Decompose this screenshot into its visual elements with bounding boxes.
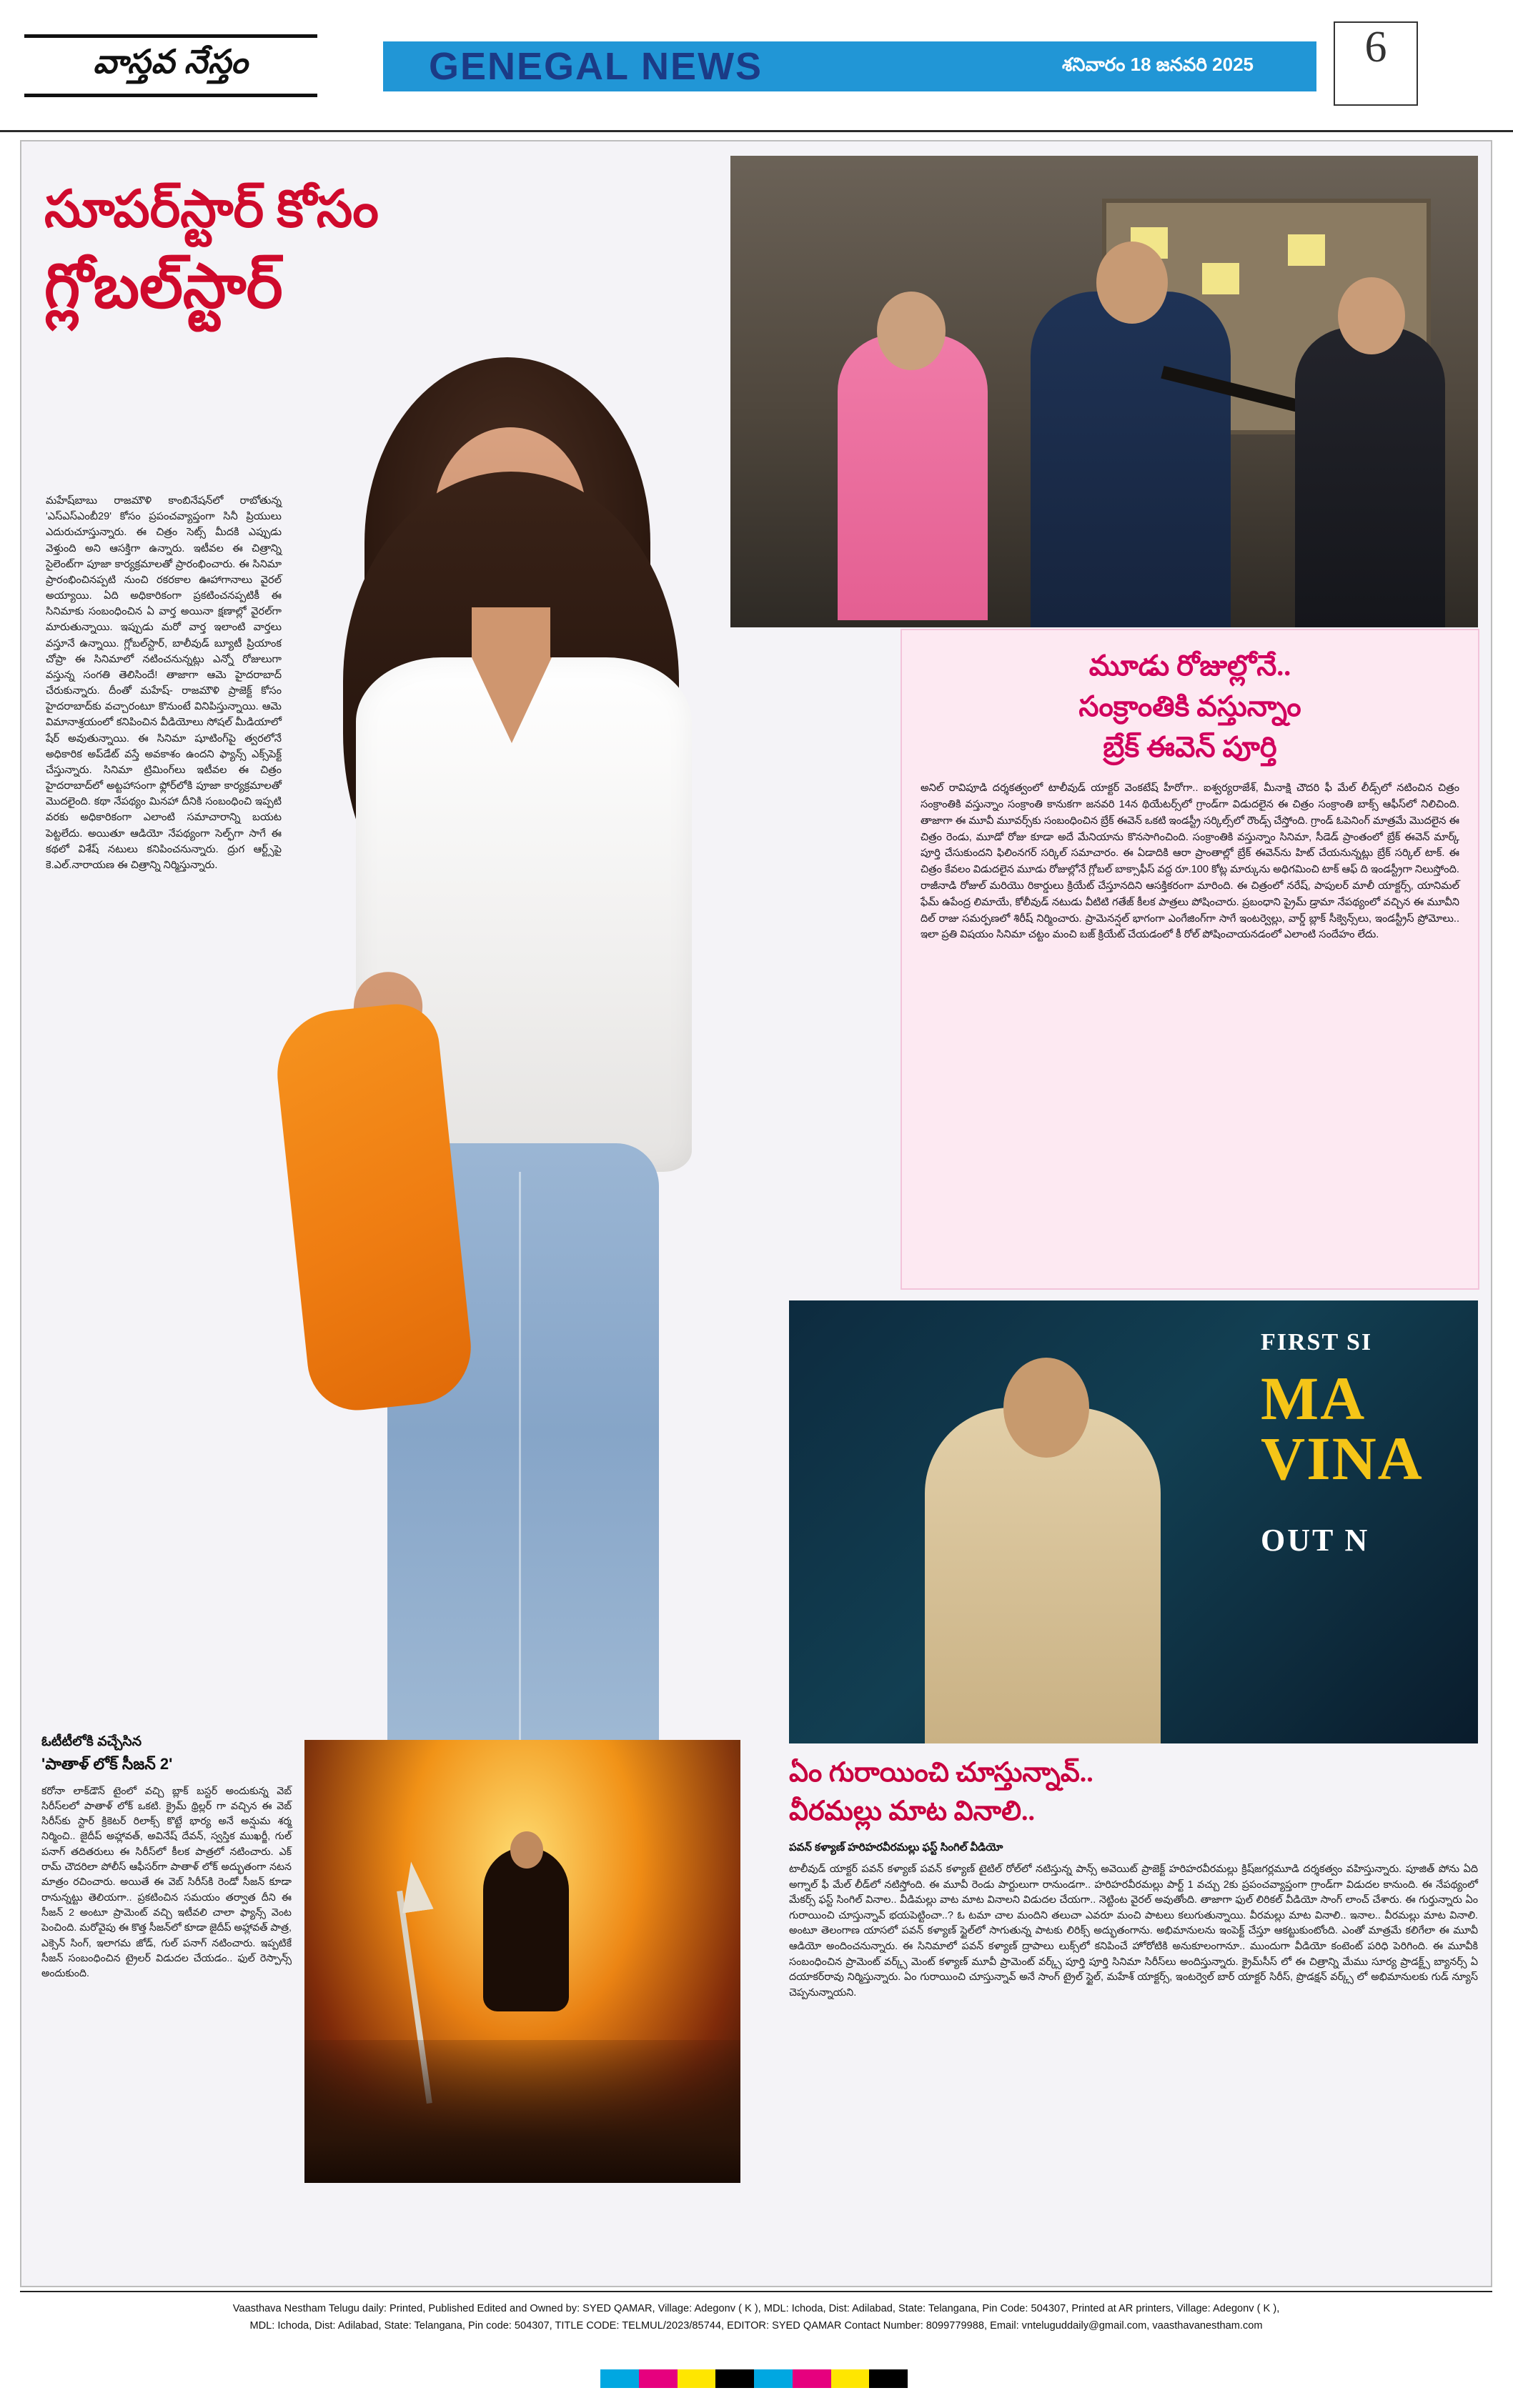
bottom-right-article bbox=[789, 1754, 1478, 2001]
bottom-right-body: టాలీవుడ్ యాక్టర్ పవన్ కళ్యాణ్ పవన్ కళ్యాణ్ టైటిల్ రోల్‌లో నటిస్తున్న పాన్స్ అవెయిట్ ప్రాజెక్ట్ హరిహరవీరమల్లు క్రిష్‌జగర్లమూడి దర్శకత్వం వహిస్తున్నారు. పూజిత్ పోను ఏది అగ్నాల్ ఫీ మేల్ లీడ్‌లో నటిస్తోంది. ఈ మూవీ రెండు పార్టులుగా రానుండగా.. హరిహరవీరమల్లు పార్ట్ 1 వచ్చు 2కు ప్రపంచవ్యాప్తంగా గ్రాండ్‌గా విడుదల కానుంది. ఈ నేపథ్యంలో మేకర్స్ ఫస్ట్ సింగిల్ వినాల.. వీడిమల్లు వాట మాట వినాలని విడుదల చేయగా.. నెట్టింట వైరల్ అవుతోంది. తాజాగా ఫుల్ లిరికల్ వీడియో సాంగ్ లాంచ్ చేశారు. ఈ గుర్తున్నారు ఏం గురాయించి చూస్తున్నావ్ భయపెట్టించా..? ఓ టమా చాల మందిని తలుచా ఎవరూ మంచి పాటలు కలుగుతున్నాయి. వీరమల్లు మాట వినాలి.. ఇనాల.. వీరమల్లు మాట వినాలి. అంటూ తెలంగాణ యాసలో పవన్ కళ్యాణ్ స్టైల్‌లో సాగుతున్న పాటకు లిరిక్స్ అద్భుతంగాను. అభిమానులను ఇంపెక్ట్ చేస్తూ ఆకట్టుకుంటోంది. ఎంతో మాత్రమే కలిగేలా ఈ మూవీ ఆడియో అందించనున్నారు. ఈ సినిమాలో పవన్ కళ్యాణ్ ద్రాపాలు లుక్స్‌లో కనిపించే హోరోటికి అనుకూలంగానూ.. ముందుగా వీడియో కంటెంట్ పరిధి పెరిగింది. ఈ మూవీకి సంబంధించిన ప్రామెంట్ వర్క్స్ మెంట్ కళ్యాణ్ మూవీ ప్రామెంట్ వర్క్స్ పూర్తి పూర్తి సినిమా సిరీస్‌లు అందిస్తున్నారు. క్రైమ్‌సీస్ లో ఈ చిత్రాన్ని మేము సూర్య ప్రాడక్ట్స్ బ్యానర్స్ ఏ దయాకర్‌రావు నిర్మిస్తున్నారు. ఏం గురాయించి చూస్తున్నావ్ అనే సాంగ్ ట్రైల్ స్టైల్, మహేశ్ యాక్టర్స్, ఇంటర్వెల్ బార్ యాక్టర్ సిరీస్, ప్రొడక్షన్ వర్క్స్ లో అభిమానులకు గుడ్ న్యూస్ చెప్పనున్నాయని. bbox=[789, 1863, 1478, 1999]
bottom-right-headline-line1: ఏం గురాయించి చూస్తున్నావ్.. bbox=[789, 1758, 1093, 1788]
ott-article-body: కరోనా లాక్‌డౌన్ టైంలో వచ్చి బ్లాక్ బస్టర్ అందుకున్న వెబ్ సిరీస్‌లలో పాతాళ్ లోక్ ఒకటి. క్రైమ్ థ్రిల్లర్ గా వచ్చిన ఈ వెబ్ సిరీస్‌కు స్టార్ క్రికెటర్ రిలాక్స్ కొట్టే భార్య అనే అన్షుమ శర్మ నిర్మించి.. జైదీప్ అహ్లావత్, అవినేష్ దేవన్, స్వస్తిక ముఖర్జీ, గుల్ పనాగ్ తదితరులు ఈ సిరీస్‌లో కీలక పాత్రలో నటించారు. ఎక్ రామ్ చౌదరిలా పోలీస్ ఆఫీసర్‌గా పాతాళ్ లోక్ అద్భుతంగా నటన మాత్రం రచించారు. అయితే ఈ వెబ్ సిరీస్‌కి రెండో సీజన్ కూడా రానున్నట్టు తెలియగా.. ప్రకటించిన సమయం తర్వాత దీని ఈ సీజన్ 2 అంటూ ప్రామెంట్ వచ్చి ఇటీవలి చాలా ఫ్యాన్స్ వెంట పెంచింది. మరోవైపు ఈ కొత్త సీజన్‌లో కూడా జైదీప్ అహ్లావత్ పాత్ర, ఎక్సెన్ సింగ్, ఇలాగమ జోడ్, గుల్ పనాగ్ నటించారు. ఇప్పటికే సీజన్ సంబంధించిన ట్రైలర్ విడుదల చేయడం.. ఫుల్ రెస్పాన్స్ అందుకుంది. bbox=[41, 1785, 292, 1980]
poster-ground bbox=[304, 2040, 740, 2183]
color-swatch-magenta bbox=[639, 2369, 678, 2388]
issue-date: శనివారం 18 జనవరి 2025 bbox=[1062, 53, 1254, 75]
celebrity-photo bbox=[236, 343, 786, 1865]
poster-hero-head bbox=[510, 1831, 543, 1869]
color-swatch-yellow-2 bbox=[831, 2369, 870, 2388]
poster-hero-body bbox=[483, 1847, 569, 2011]
pink-story-body: అనిల్ రావిపూడి దర్శకత్వంలో టాలీవుడ్ యాక్టర్ వెంకటేష్ హీరోగా.. ఐశ్వర్యరాజేశ్, మీనాక్షి చౌదరి ఫీ మేల్ లీడ్స్‌లో నటించిన చిత్రం సంక్రాంతికి వస్తున్నాం సంక్రాంతి కానుకగా జనవరి 14న థియేటర్స్‌లో గ్రాండ్‌గా విడుదలైన ఈ చిత్రం సంక్రాంతి బాక్స్ ఆఫీస్‌లో నిలిచింది. తాజాగా ఈ మూవీ మూవర్స్‌కు సంబంధించిన బ్రేక్ ఈవెన్ ఒకటి ఇండస్ట్రీ సర్కిల్స్‌లో రౌండ్స్ చేస్తోంది. గ్రాండ్ ఓపెనింగ్ మాత్రమే మొదలైన ఈ చిత్రం రెండు, మూడో రోజు కూడా అదే మేనియాను కొనసాగించింది. సంక్రాంతికి వస్తున్నాం సినిమా, సీడెడ్ ప్రాంతంలో బ్రేక్ ఈవెన్ మార్క్ పూర్తి చేసుకుందని ఫిలింనగర్ సర్కిల్ సమాచారం. ఈ ఏడాదికి ఆరా ప్రాంతాల్లో బ్రేక్ ఈవెన్‌ను హిట్ చేయనున్నట్లు బ్రేక్ సర్కిల్ టాక్. ఈ చిత్రం కేవలం విడుదలైన మూడు రోజుల్లోనే గ్లోబల్ బాక్సాఫీస్ వద్ద రూ.100 కోట్ల మార్కును అధిగమించి టాక్ ఆఫ్ ది ఇండస్ట్రీగా నిలుస్తోంది. రాజీనాడి రోజుల్ మరియొ రికార్డులు క్రియేట్ చేస్తూనదిని ఆసక్తికరంగా మారింది. ఈ చిత్రంలో నరేష్, పాపులర్ మాలీ యాక్టర్స్, యానిమల్ ఫేమ్ ఉపేంద్ర లిమాయే, కోలీవుడ్ నటుడు వీటిటి గతేజ్ కీలక పాత్రలు పోషించారు. ప్రబంధాని ప్రైమ్ డ్రామా నేపథ్యంలో వచ్చిన ఈ మూవీని దిల్ రాజు సమర్పణలో శిరీష్ నిర్మించారు. ప్రామెనన్షల్ భాగంగా ఎంగేజింగ్‌గా సాగే ఇంటర్వెల్లు, వార్డ్ బ్లాక్ సీక్వెన్స్‌లు, ఇండస్ట్రీస్ ప్రోమోలు.. ఇలా ప్రతి విషయం సినిమా చట్టం మంచి బజ్ క్రియేట్ చేయడంలో కీ రోల్ పోషించాయనడంలో ఎలాంటి సందేహం లేదు. bbox=[921, 782, 1459, 941]
lead-headline-line1: సూపర్‌స్టార్ కోసం bbox=[44, 181, 379, 238]
publication-name: వాస్తవ నేస్తం bbox=[93, 43, 249, 80]
actor-body-shape bbox=[925, 1408, 1161, 1743]
movie-still-top-right bbox=[730, 156, 1478, 627]
ott-article-title: 'పాతాళ్ లోక్ సీజన్ 2' bbox=[41, 1754, 173, 1773]
pink-headline-line1: మూడు రోజుల్లోనే.. bbox=[1088, 650, 1291, 682]
movie-poster-bottom-left bbox=[304, 1740, 740, 2183]
lead-headline bbox=[44, 177, 587, 326]
footer-imprint bbox=[20, 2295, 1492, 2357]
movie-still-mid-right bbox=[789, 1300, 1478, 1743]
pink-highlight-story bbox=[901, 629, 1479, 1290]
ott-article bbox=[41, 1733, 292, 1981]
actress-black-jacket bbox=[1295, 327, 1445, 627]
jeans-seam bbox=[519, 1172, 521, 1815]
pink-headline-line2: సంక్రాంతికి వస్తున్నాం bbox=[1078, 690, 1301, 722]
color-swatch-cyan-2 bbox=[754, 2369, 793, 2388]
pink-headline-line3: బ్రేక్ ఈవెన్ పూర్తి bbox=[1103, 730, 1277, 763]
still-sticky-note bbox=[1288, 234, 1325, 266]
hero-navy-shirt bbox=[1031, 292, 1231, 627]
footer-line-2: MDL: Ichoda, Dist: Adilabad, State: Telangana, Pin code: 504307, TITLE CODE: TELMUL/2023/85744, EDITOR: SYED QAMAR Contact Number: 8099779988, Email: vnteluguddaily@gmail.com, vaasthavanestham.com bbox=[249, 2319, 1263, 2332]
hero-head bbox=[1096, 242, 1168, 324]
publication-logo bbox=[24, 34, 317, 97]
actor-head-shape bbox=[1003, 1358, 1089, 1458]
color-swatch-cyan bbox=[600, 2369, 639, 2388]
page-number-box bbox=[1334, 21, 1418, 106]
pink-story-headline bbox=[921, 646, 1459, 767]
actress-pink-head bbox=[877, 292, 946, 370]
poster-title-line1: FIRST SI bbox=[1261, 1329, 1373, 1355]
color-swatch-magenta-2 bbox=[793, 2369, 831, 2388]
registration-color-bar bbox=[600, 2369, 908, 2388]
ott-article-kicker: ఓటీటీలోకి వచ్చేసిన bbox=[41, 1734, 142, 1749]
still-sticky-note bbox=[1202, 263, 1239, 294]
actress-black-head bbox=[1338, 277, 1405, 354]
poster-title-line3: OUT N bbox=[1261, 1523, 1370, 1558]
bottom-right-subhead: పవన్ కళ్యాణ్ హరిహరవీరమల్లు ఫస్ట్ సింగిల్ వీడియో bbox=[789, 1841, 1003, 1854]
color-swatch-yellow bbox=[678, 2369, 716, 2388]
color-swatch-black bbox=[715, 2369, 754, 2388]
bottom-right-headline bbox=[789, 1754, 1478, 1831]
page-number: 6 bbox=[1364, 23, 1387, 71]
color-swatch-black-2 bbox=[869, 2369, 908, 2388]
footer-line-1: Vaasthava Nestham Telugu daily: Printed, Published Edited and Owned by: SYED QAMAR, Village: Adegonv ( K ), MDL: Ichoda, Dist: Adilabad, State: Telangana, Pin Code: 504307, Printed at AR printers, Village: Adegonv ( K ), bbox=[232, 2303, 1280, 2314]
actress-pink-dress bbox=[838, 334, 988, 620]
footer-divider bbox=[20, 2291, 1492, 2292]
lead-story-body: మహేష్‌బాబు రాజమౌళి కాంబినేషన్‌లో రాబోతున్న 'ఎస్‌ఎస్‌ఎంబీ29' కోసం ప్రపంచవ్యాప్తంగా సినీ ప్రియులు ఎదురుచూస్తున్నారు. ఈ చిత్రం సెట్స్‌ మీదకి ఎప్పుడు వెళ్తుంది అని ఆసక్తిగా ఉన్నారు. ఇటీవల ఈ చిత్రాన్ని సైలెంట్‌గా పూజా కార్యక్రమాలతో ప్రారంభించారు. ఈ సినిమా ప్రారంభించినప్పటి నుంచి రకరకాల ఊహాగానాలు వైరల్ అయ్యాయి. ఏది అధికారికంగా ప్రకటించనప్పటికీ ఈ సినిమాకు సంబంధించిన ఏ వార్త అయినా క్షణాల్లో వైరల్‌గా మారుతున్నాయి. ఇప్పుడు మరో వార్త ఇలాంటి వార్తలు వస్తూనే ఉన్నాయి. గ్లోబల్‌స్టార్, బాలీవుడ్ బ్యూటీ ప్రియాంక చోప్రా ఈ సినిమాలో నటించనున్నట్లు ఎన్నో రోజులుగా వస్తున్న సంగతి తెలిసిందే! తాజాగా ఆమె హైదరాబాద్ చేరుకున్నారు. దీంతో మహేష్- రాజమౌళి ప్రాజెక్ట్ కోసం హైదరాబాద్‌కు వచ్చారంటూ కొనుంటే వినిపిస్తున్నాయి. ఆమె విమానాశ్రయంలో కనిపించిన వీడియోలు సోషల్ మీడియాలో షేర్ అవుతున్నాయి. ఈ సినిమా షూటింగ్‌పై త్వరలోనే అధికారిక అప్‌డేట్ వస్తే అవకాశం ఉందని ఫ్యాన్స్ ఎక్స్‌పెక్ట్ చేస్తున్నారు. సినిమా ట్రిమింగ్‌లు ఇటీవల ఈ చిత్రం హైదరాబాద్‌లో అట్టహాసంగా ఫ్లోర్‌లోకి పూజా కార్యక్రమాలతో మొదలైంది. కథా నేపథ్యం మినహా దీనికి సంబంధించి ఇప్పటి వరకు అధికారికంగా ఎలాంటి సమాచారాన్ని బయట పెట్టలేదు. అయితూ ఆడియో నేపథ్యంగా సెల్ఫ్‌గా సాగే ఈ కథలో విశేష్ నటులు కనిపించనున్నారు. ద్రుగ ఆర్ట్స్‌పై కె.ఎల్.నారాయణ ఈ చిత్రాన్ని నిర్మిస్తున్నారు. bbox=[46, 495, 282, 871]
lead-headline-line2: గ్లోబల్‌స్టార్ bbox=[44, 252, 283, 321]
masthead bbox=[0, 0, 1513, 132]
poster-title-line2: MA VINA bbox=[1261, 1364, 1424, 1493]
banner-title: GENEGAL NEWS bbox=[429, 45, 763, 88]
bottom-right-headline-line2: వీరమల్లు మాట వినాలి.. bbox=[789, 1796, 1035, 1826]
